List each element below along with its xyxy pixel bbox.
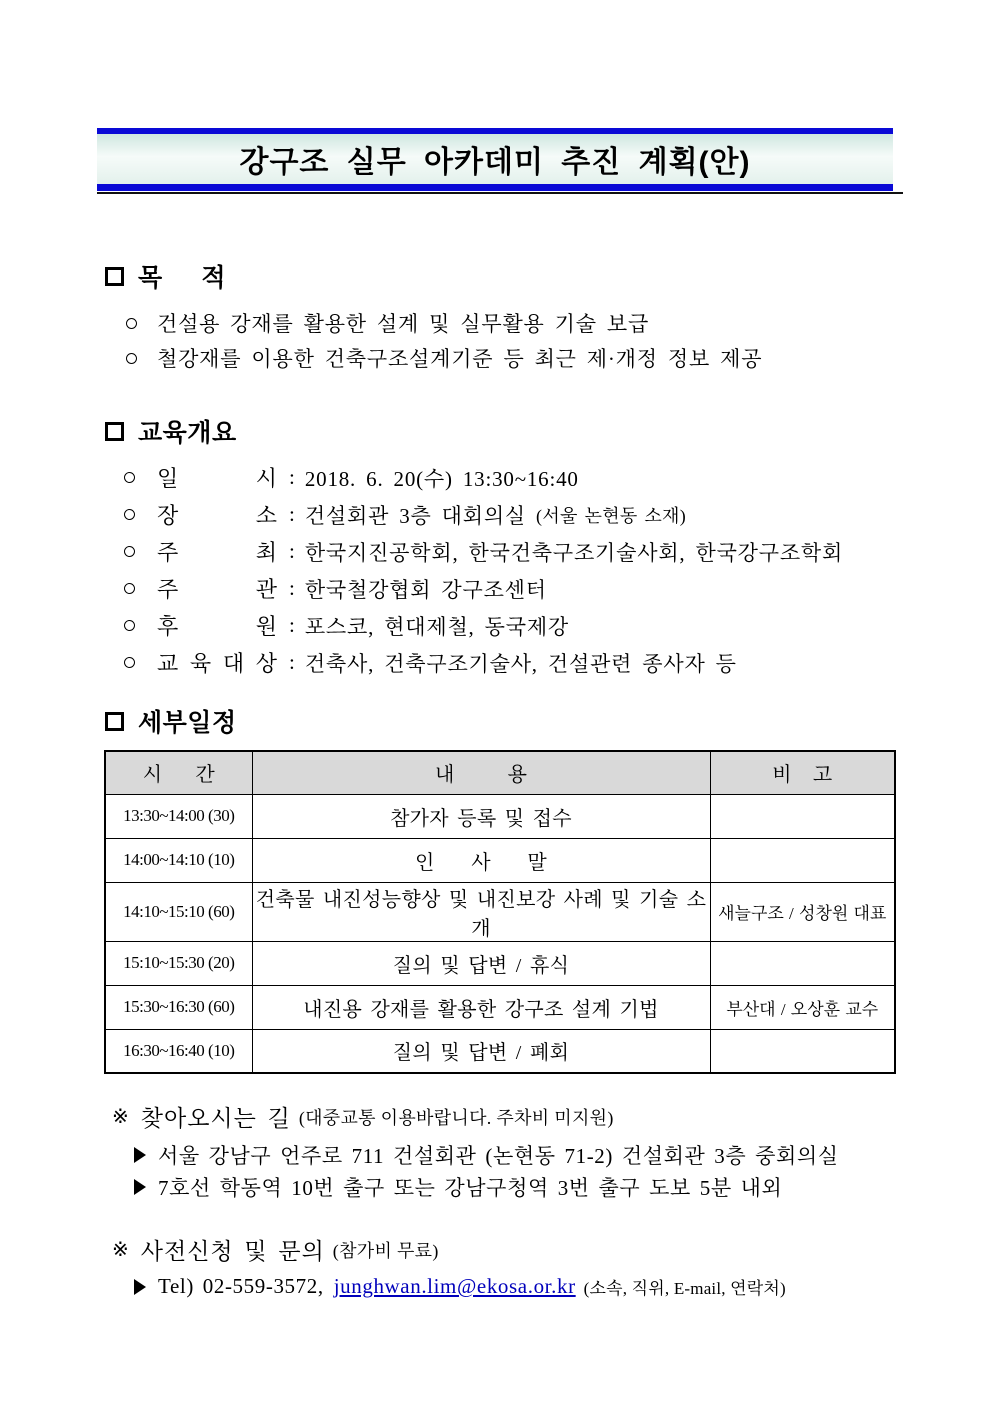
purpose-heading-label: 목 적: [138, 264, 226, 292]
circle-bullet-icon: [124, 620, 135, 631]
overview-value: 건설회관 3층 대회의실: [304, 503, 527, 528]
overview-label: 일 시: [157, 466, 277, 491]
cell-note: [710, 1029, 895, 1073]
directions-heading-row: [112, 1100, 614, 1133]
arrow-right-icon: [134, 1279, 146, 1295]
overview-label: 장 소: [157, 503, 277, 528]
table-row: [105, 882, 895, 941]
cell-note: 새늘구조 / 성창원 대표: [710, 882, 895, 941]
circle-bullet-icon: [124, 583, 135, 594]
directions-heading-note: (대중교통 이용바랍니다. 주차비 미지원): [298, 1107, 614, 1128]
colon-separator: :: [289, 465, 295, 489]
cell-content: 건축물 내진성능향상 및 내진보강 사례 및 기술 소개: [252, 882, 710, 941]
header-content: 내 용: [252, 751, 710, 794]
square-bullet-icon: [105, 267, 124, 286]
reference-mark-icon: ※: [112, 1239, 129, 1261]
contact-row: [134, 1274, 786, 1299]
table-row: [105, 1029, 895, 1073]
cell-time: 16:30~16:40 (10): [105, 1029, 252, 1073]
overview-item-audience: [124, 647, 737, 678]
purpose-bullet-1-text: 건설용 강재를 활용한 설계 및 실무활용 기술 보급: [157, 312, 650, 336]
reference-mark-icon: ※: [112, 1106, 129, 1128]
circle-bullet-icon: [124, 546, 135, 557]
registration-heading-note: (참가비 무료): [332, 1240, 439, 1261]
cell-content: 질의 및 답변 / 휴식: [252, 941, 710, 985]
colon-separator: :: [289, 539, 295, 563]
section-heading-overview: [105, 413, 237, 449]
directions-item-2-text: 7호선 학동역 10번 출구 또는 강남구청역 3번 출구 도보 5분 내외: [158, 1176, 783, 1200]
cell-content: 내진용 강재를 활용한 강구조 설계 기법: [252, 985, 710, 1029]
banner-bottom-bar: [97, 184, 893, 191]
cell-time: 15:10~15:30 (20): [105, 941, 252, 985]
purpose-bullet-2: [126, 343, 762, 373]
overview-value: 건축사, 건축구조기술사, 건설관련 종사자 등: [304, 651, 737, 676]
section-heading-purpose: [105, 258, 226, 294]
colon-separator: :: [289, 576, 295, 600]
circle-bullet-icon: [126, 353, 137, 364]
contact-email-link[interactable]: junghwan.lim@ekosa.or.kr: [333, 1274, 576, 1298]
overview-label: 후 원: [157, 614, 277, 639]
overview-value: 2018. 6. 20(수) 13:30~16:40: [304, 466, 579, 491]
directions-item-1-text: 서울 강남구 언주로 711 건설회관 (논현동 71-2) 건설회관 3층 중회의실: [158, 1144, 839, 1168]
table-row: [105, 838, 895, 882]
section-heading-schedule: [105, 703, 237, 739]
cell-note: [710, 838, 895, 882]
circle-bullet-icon: [126, 318, 137, 329]
overview-item-datetime: [124, 462, 579, 493]
cell-note: [710, 794, 895, 838]
banner-body: [97, 134, 893, 184]
square-bullet-icon: [105, 422, 124, 441]
overview-heading-label: 교육개요: [138, 419, 237, 447]
header-time: 시 간: [105, 751, 252, 794]
overview-value: 한국철강협회 강구조센터: [304, 577, 547, 602]
banner-underline: [97, 192, 903, 194]
header-note: 비 고: [710, 751, 895, 794]
arrow-right-icon: [134, 1147, 146, 1163]
overview-item-sponsor: [124, 610, 569, 641]
title-banner: [97, 128, 893, 191]
overview-value: 한국지진공학회, 한국건축구조기술사회, 한국강구조학회: [304, 540, 844, 565]
purpose-bullet-1: [126, 308, 649, 338]
page-title: 강구조 실무 아카데미 추진 계획(안): [239, 146, 751, 179]
table-header-row: [105, 751, 895, 794]
schedule-heading-label: 세부일정: [138, 709, 237, 737]
table-row: [105, 794, 895, 838]
cell-time: 14:10~15:10 (60): [105, 882, 252, 941]
registration-heading: 사전신청 및 문의: [140, 1239, 325, 1264]
colon-separator: :: [289, 613, 295, 637]
colon-separator: :: [289, 502, 295, 526]
cell-content: 질의 및 답변 / 폐회: [252, 1029, 710, 1073]
circle-bullet-icon: [124, 509, 135, 520]
table-row: [105, 985, 895, 1029]
cell-time: 13:30~14:00 (30): [105, 794, 252, 838]
overview-item-host: [124, 536, 843, 567]
square-bullet-icon: [105, 712, 124, 731]
overview-label: 주 관: [157, 577, 277, 602]
overview-item-place: [124, 499, 686, 530]
directions-item-2: [134, 1172, 782, 1202]
cell-note: 부산대 / 오상훈 교수: [710, 985, 895, 1029]
cell-content: 참가자 등록 및 접수: [252, 794, 710, 838]
overview-value-note: (서울 논현동 소재): [536, 505, 687, 526]
colon-separator: :: [289, 650, 295, 674]
overview-label: 교 육 대 상: [157, 651, 277, 676]
overview-label: 주 최: [157, 540, 277, 565]
cell-note: [710, 941, 895, 985]
cell-content: 인 사 말: [252, 838, 710, 882]
table-row: [105, 941, 895, 985]
overview-value: 포스코, 현대제철, 동국제강: [304, 614, 569, 639]
directions-item-1: [134, 1140, 839, 1170]
circle-bullet-icon: [124, 657, 135, 668]
directions-heading: 찾아오시는 길: [140, 1106, 291, 1131]
contact-suffix: (소속, 직위, E-mail, 연락처): [583, 1279, 786, 1298]
cell-time: 15:30~16:30 (60): [105, 985, 252, 1029]
circle-bullet-icon: [124, 472, 135, 483]
registration-heading-row: [112, 1233, 439, 1266]
arrow-right-icon: [134, 1179, 146, 1195]
contact-phone: Tel) 02-559-3572,: [158, 1274, 324, 1298]
overview-item-organizer: [124, 573, 547, 604]
purpose-bullet-2-text: 철강재를 이용한 건축구조설계기준 등 최근 제·개정 정보 제공: [157, 347, 763, 371]
cell-time: 14:00~14:10 (10): [105, 838, 252, 882]
schedule-table: [104, 750, 896, 1074]
